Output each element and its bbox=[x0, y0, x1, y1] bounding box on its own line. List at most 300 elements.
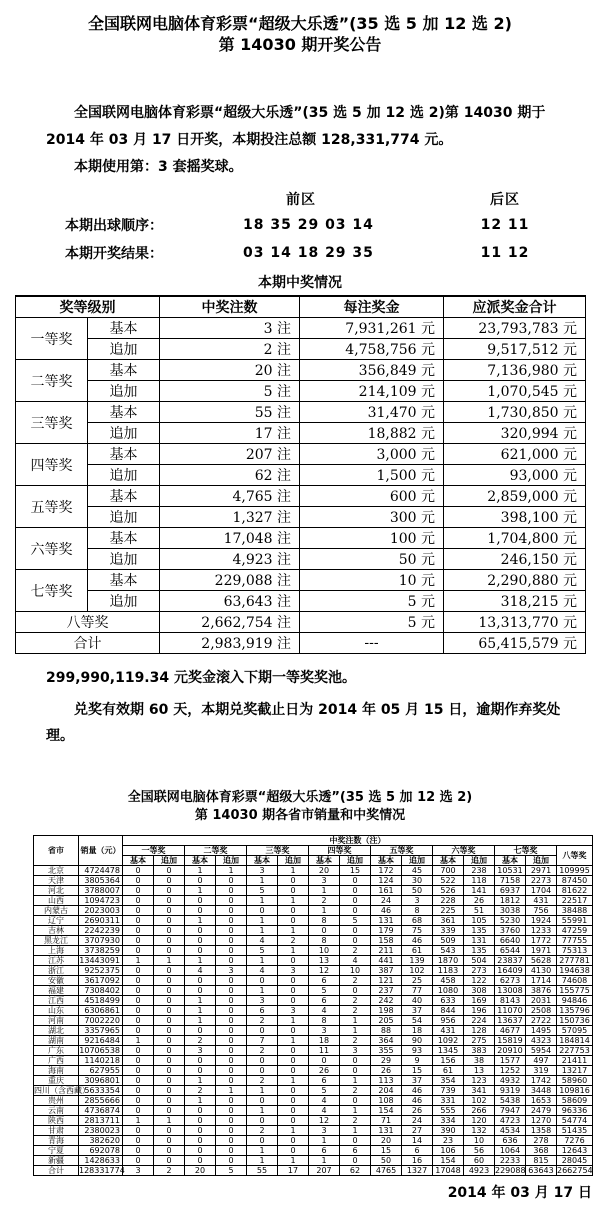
win-count-cell: 0 bbox=[247, 1116, 278, 1126]
win-count-cell: 54774 bbox=[557, 1116, 593, 1126]
province-data-row bbox=[34, 986, 593, 996]
province-name-cell: 上海 bbox=[34, 946, 79, 956]
win-count-cell: 431 bbox=[526, 896, 557, 906]
win-count-cell: 0 bbox=[123, 1026, 154, 1036]
province-name-cell: 四川（含西藏） bbox=[34, 1086, 90, 1095]
win-count-cell: 1 bbox=[247, 916, 278, 926]
win-count-cell: 2971 bbox=[526, 866, 557, 876]
province-data-row bbox=[34, 936, 593, 946]
prize-table-row bbox=[16, 465, 586, 486]
win-count-cell: 25 bbox=[402, 976, 433, 986]
win-count-cell: 0 bbox=[123, 996, 154, 1006]
win-count-cell: 2 bbox=[185, 1086, 216, 1096]
win-count-cell: 1270 bbox=[526, 1116, 557, 1126]
win-count-cell: 0 bbox=[185, 986, 216, 996]
win-count-cell: 1 bbox=[185, 916, 216, 926]
province-name-cell: 合计 bbox=[34, 1166, 79, 1176]
province-name-cell: 北京 bbox=[34, 866, 79, 876]
prize-count-cell: 207 注 bbox=[160, 444, 300, 465]
win-count-cell: 106 bbox=[433, 1146, 464, 1156]
province-section-title-line1: 全国联网电脑体育彩票“超级大乐透”(35 选 5 加 12 选 2) bbox=[127, 790, 473, 805]
win-count-cell: 81622 bbox=[557, 886, 593, 896]
win-count-cell: 6640 bbox=[495, 936, 526, 946]
prize-total-cell: 621,000 元 bbox=[444, 444, 586, 465]
prize-tier-cell: 四等奖 bbox=[16, 444, 88, 486]
eighth-prize-column-header: 八等奖 bbox=[557, 846, 593, 866]
winning-counts-header: 中奖注数（注） bbox=[123, 836, 593, 846]
win-count-cell: 2 bbox=[309, 896, 340, 906]
prize-total-cell: 13,313,770 元 bbox=[444, 612, 586, 633]
province-name-cell: 宁夏 bbox=[34, 1146, 79, 1156]
prize-amount-cell: 7,931,261 元 bbox=[300, 318, 444, 339]
sales-amount-cell: 1094723 bbox=[79, 896, 123, 906]
win-count-cell: 8143 bbox=[495, 996, 526, 1006]
win-count-cell: 0 bbox=[185, 1136, 216, 1146]
sub-column-header: 追加 bbox=[154, 856, 185, 866]
win-count-cell: 118 bbox=[464, 876, 495, 886]
prize-tier-cell: 七等奖 bbox=[16, 570, 88, 612]
win-count-cell: 0 bbox=[216, 1026, 247, 1036]
win-count-cell: 2 bbox=[278, 936, 309, 946]
win-count-cell: 1 bbox=[247, 1156, 278, 1166]
win-count-cell: 1358 bbox=[526, 1126, 557, 1136]
prize-type-cell: 基本 bbox=[88, 360, 160, 381]
win-count-cell: 0 bbox=[154, 1126, 185, 1136]
win-count-cell: 10 bbox=[340, 966, 371, 976]
sales-amount-cell: 3805364 bbox=[79, 876, 123, 886]
province-name-cell: 广东 bbox=[34, 1046, 79, 1056]
prize-total-cell: 1,730,850 元 bbox=[444, 402, 586, 423]
win-count-cell: 15 bbox=[371, 1146, 402, 1156]
province-data-row bbox=[34, 956, 593, 966]
win-count-cell: 237 bbox=[371, 986, 402, 996]
prize-total-cell: 1,070,545 元 bbox=[444, 381, 586, 402]
win-count-cell: 1080 bbox=[433, 986, 464, 996]
win-count-cell: 11070 bbox=[495, 1006, 526, 1016]
win-count-cell: 3760 bbox=[495, 926, 526, 936]
province-name-cell: 山东 bbox=[34, 1006, 79, 1016]
win-count-cell: 4723 bbox=[495, 1116, 526, 1126]
win-count-cell: 1 bbox=[278, 946, 309, 956]
win-count-cell: 0 bbox=[154, 866, 185, 876]
win-count-cell: 139 bbox=[402, 956, 433, 966]
win-count-cell: 1 bbox=[185, 1076, 216, 1086]
win-count-cell: 0 bbox=[216, 986, 247, 996]
win-count-cell: 4677 bbox=[495, 1026, 526, 1036]
win-count-cell: 154 bbox=[433, 1156, 464, 1166]
win-count-cell: 205 bbox=[371, 1016, 402, 1026]
win-count-cell: 6544 bbox=[495, 946, 526, 956]
win-count-cell: 354 bbox=[433, 1076, 464, 1086]
win-count-cell: 26 bbox=[402, 1106, 433, 1116]
win-count-cell: 1092 bbox=[433, 1036, 464, 1046]
win-count-cell: 2 bbox=[340, 996, 371, 1006]
prize-tier-cell: 六等奖 bbox=[16, 528, 88, 570]
prize-amount-cell: --- bbox=[300, 633, 444, 654]
sales-amount-cell: 13443091 bbox=[79, 956, 123, 966]
win-count-cell: 319 bbox=[526, 1066, 557, 1076]
prize-total-cell: 2,290,880 元 bbox=[444, 570, 586, 591]
prize-amount-cell: 18,882 元 bbox=[300, 423, 444, 444]
win-count-cell: 4923 bbox=[464, 1166, 495, 1176]
province-data-row bbox=[34, 1006, 593, 1016]
win-count-cell: 131 bbox=[371, 916, 402, 926]
win-count-cell: 458 bbox=[433, 976, 464, 986]
win-count-cell: 364 bbox=[371, 1036, 402, 1046]
prize-count-cell: 4,765 注 bbox=[160, 486, 300, 507]
province-data-row bbox=[34, 996, 593, 1006]
win-count-cell: 4 bbox=[309, 1106, 340, 1116]
win-count-cell: 0 bbox=[247, 1066, 278, 1076]
sub-column-header: 追加 bbox=[216, 856, 247, 866]
win-count-cell: 0 bbox=[340, 1056, 371, 1066]
prize-total-cell: 7,136,980 元 bbox=[444, 360, 586, 381]
win-count-cell: 14 bbox=[402, 1136, 433, 1146]
win-count-cell: 131 bbox=[371, 1126, 402, 1136]
prize-type-cell: 基本 bbox=[88, 402, 160, 423]
win-count-cell: 331 bbox=[433, 1096, 464, 1106]
win-count-cell: 275 bbox=[464, 1036, 495, 1046]
sales-amount-cell: 2023003 bbox=[79, 906, 123, 916]
win-count-cell: 1 bbox=[340, 1016, 371, 1026]
prize-amount-cell: 5 元 bbox=[300, 591, 444, 612]
win-count-cell: 37 bbox=[402, 1006, 433, 1016]
win-count-cell: 50 bbox=[371, 1156, 402, 1166]
win-count-cell: 0 bbox=[154, 1086, 185, 1096]
province-name-cell: 青海 bbox=[34, 1136, 79, 1146]
win-count-cell: 51 bbox=[464, 906, 495, 916]
win-count-cell: 1 bbox=[309, 1156, 340, 1166]
sales-column-header: 销量（元） bbox=[79, 836, 123, 866]
win-count-cell: 390 bbox=[433, 1126, 464, 1136]
province-name-cell: 浙江 bbox=[34, 966, 79, 976]
win-count-cell: 45 bbox=[402, 866, 433, 876]
win-count-cell: 1 bbox=[185, 866, 216, 876]
province-data-row bbox=[34, 886, 593, 896]
province-name-cell: 湖南 bbox=[34, 1036, 79, 1046]
prize-type-cell: 基本 bbox=[88, 486, 160, 507]
prize-type-cell: 基本 bbox=[88, 570, 160, 591]
win-count-cell: 161 bbox=[371, 886, 402, 896]
province-data-row bbox=[34, 1036, 593, 1046]
win-count-cell: 23 bbox=[433, 1136, 464, 1146]
win-count-cell: 1 bbox=[216, 1086, 247, 1096]
prize-table-body bbox=[16, 318, 586, 654]
win-count-cell: 3 bbox=[278, 966, 309, 976]
win-count-cell: 0 bbox=[123, 986, 154, 996]
win-count-cell: 387 bbox=[371, 966, 402, 976]
win-count-cell: 1971 bbox=[526, 946, 557, 956]
win-count-cell: 122 bbox=[464, 976, 495, 986]
sales-amount-cell: 5633354 bbox=[79, 1086, 123, 1096]
win-count-cell: 2273 bbox=[526, 876, 557, 886]
win-count-cell: 0 bbox=[123, 1056, 154, 1066]
province-name-cell: 新疆 bbox=[34, 1156, 79, 1166]
win-count-cell: 196 bbox=[464, 1006, 495, 1016]
win-count-cell: 3 bbox=[247, 866, 278, 876]
prize-table bbox=[15, 295, 586, 654]
win-count-cell: 0 bbox=[154, 1036, 185, 1046]
win-count-cell: 26 bbox=[464, 896, 495, 906]
win-count-cell: 0 bbox=[216, 926, 247, 936]
win-count-cell: 0 bbox=[216, 896, 247, 906]
win-count-cell: 15 bbox=[340, 866, 371, 876]
win-count-cell: 109816 bbox=[557, 1086, 593, 1096]
win-count-cell: 0 bbox=[278, 986, 309, 996]
win-count-cell: 3038 bbox=[495, 906, 526, 916]
win-count-cell: 0 bbox=[185, 1146, 216, 1156]
win-count-cell: 3 bbox=[309, 876, 340, 886]
province-name-cell: 陕西 bbox=[34, 1116, 79, 1126]
tier-column-header: 二等奖 bbox=[185, 846, 247, 856]
win-count-cell: 172 bbox=[371, 866, 402, 876]
province-data-row bbox=[34, 896, 593, 906]
win-count-cell: 0 bbox=[278, 976, 309, 986]
win-count-cell: 0 bbox=[340, 1156, 371, 1166]
win-count-cell: 46 bbox=[402, 1096, 433, 1106]
win-count-cell: 51435 bbox=[557, 1126, 593, 1136]
win-count-cell: 90 bbox=[402, 1036, 433, 1046]
prize-table-row bbox=[16, 486, 586, 507]
win-count-cell: 0 bbox=[185, 1066, 216, 1076]
win-count-cell: 71 bbox=[371, 1116, 402, 1126]
win-count-cell: 1714 bbox=[526, 976, 557, 986]
win-count-cell: 3 bbox=[402, 896, 433, 906]
win-count-cell: 0 bbox=[340, 1136, 371, 1146]
win-count-cell: 0 bbox=[123, 1066, 154, 1076]
win-count-cell: 0 bbox=[278, 916, 309, 926]
prize-total-cell: 318,215 元 bbox=[444, 591, 586, 612]
draw-result-label: 本期开奖结果： bbox=[65, 246, 163, 262]
province-data-row bbox=[34, 1146, 593, 1156]
prize-table-row bbox=[16, 570, 586, 591]
win-count-cell: 0 bbox=[247, 1056, 278, 1066]
win-count-cell: 62 bbox=[340, 1166, 371, 1176]
province-table bbox=[33, 835, 593, 1176]
win-count-cell: 60 bbox=[464, 1156, 495, 1166]
win-count-cell: 6 bbox=[247, 1006, 278, 1016]
win-count-cell: 334 bbox=[433, 1116, 464, 1126]
win-count-cell: 0 bbox=[216, 1066, 247, 1076]
win-count-cell: 26 bbox=[371, 1066, 402, 1076]
win-count-cell: 0 bbox=[123, 966, 154, 976]
win-count-cell: 40 bbox=[402, 996, 433, 1006]
province-data-row bbox=[34, 1026, 593, 1036]
win-count-cell: 4 bbox=[185, 966, 216, 976]
win-count-cell: 225 bbox=[433, 906, 464, 916]
win-count-cell: 0 bbox=[185, 876, 216, 886]
win-count-cell: 242 bbox=[371, 996, 402, 1006]
win-count-cell: 4130 bbox=[526, 966, 557, 976]
prize-count-cell: 2 注 bbox=[160, 339, 300, 360]
win-count-cell: 3 bbox=[309, 1126, 340, 1136]
win-count-cell: 131 bbox=[464, 936, 495, 946]
prize-amount-cell: 1,500 元 bbox=[300, 465, 444, 486]
win-count-cell: 12643 bbox=[557, 1146, 593, 1156]
sales-amount-cell: 6306861 bbox=[79, 1006, 123, 1016]
win-count-cell: 23837 bbox=[495, 956, 526, 966]
win-count-cell: 0 bbox=[123, 1006, 154, 1016]
win-count-cell: 739 bbox=[433, 1086, 464, 1096]
win-count-cell: 0 bbox=[154, 886, 185, 896]
prize-amount-cell: 100 元 bbox=[300, 528, 444, 549]
win-count-cell: 120 bbox=[464, 1116, 495, 1126]
draw-order-front-numbers: 18 35 29 03 14 bbox=[243, 217, 374, 233]
win-count-cell: 135796 bbox=[557, 1006, 593, 1016]
prize-amount-cell: 3,000 元 bbox=[300, 444, 444, 465]
province-data-row bbox=[34, 976, 593, 986]
win-count-cell: 11 bbox=[309, 1046, 340, 1056]
province-name-cell: 重庆 bbox=[34, 1076, 79, 1086]
win-count-cell: 5 bbox=[309, 986, 340, 996]
win-count-cell: 1 bbox=[340, 1126, 371, 1136]
win-count-cell: 1252 bbox=[495, 1066, 526, 1076]
win-count-cell: 55991 bbox=[557, 916, 593, 926]
win-count-cell: 6 bbox=[402, 1146, 433, 1156]
sub-column-header: 基本 bbox=[495, 856, 526, 866]
win-count-cell: 88 bbox=[371, 1026, 402, 1036]
win-count-cell: 150736 bbox=[557, 1016, 593, 1026]
win-count-cell: 1653 bbox=[526, 1096, 557, 1106]
win-count-cell: 1 bbox=[185, 956, 216, 966]
win-count-cell: 20 bbox=[185, 1166, 216, 1176]
win-count-cell: 0 bbox=[247, 1026, 278, 1036]
win-count-cell: 96336 bbox=[557, 1106, 593, 1116]
province-data-row bbox=[34, 906, 593, 916]
win-count-cell: 355 bbox=[371, 1046, 402, 1056]
win-count-cell: 339 bbox=[433, 926, 464, 936]
win-count-cell: 0 bbox=[185, 1026, 216, 1036]
win-count-cell: 4 bbox=[340, 956, 371, 966]
win-count-cell: 0 bbox=[216, 1156, 247, 1166]
win-count-cell: 2 bbox=[154, 1166, 185, 1176]
front-zone-label: 前区 bbox=[286, 192, 316, 208]
win-count-cell: 2 bbox=[340, 1006, 371, 1016]
win-count-cell: 0 bbox=[247, 1096, 278, 1106]
win-count-cell: 0 bbox=[278, 1106, 309, 1116]
win-count-cell: 204 bbox=[371, 1086, 402, 1096]
win-count-cell: 155775 bbox=[557, 986, 593, 996]
win-count-cell: 1 bbox=[278, 1076, 309, 1086]
sales-amount-cell: 3617092 bbox=[79, 976, 123, 986]
win-count-cell: 361 bbox=[433, 916, 464, 926]
win-count-cell: 1 bbox=[278, 926, 309, 936]
win-count-cell: 0 bbox=[154, 1136, 185, 1146]
win-count-cell: 504 bbox=[464, 956, 495, 966]
win-count-cell: 7276 bbox=[557, 1136, 593, 1146]
win-count-cell: 0 bbox=[216, 1076, 247, 1086]
win-count-cell: 0 bbox=[185, 1106, 216, 1116]
win-count-cell: 0 bbox=[278, 1046, 309, 1056]
sub-column-header: 基本 bbox=[247, 856, 278, 866]
prize-count-cell: 63,643 注 bbox=[160, 591, 300, 612]
win-count-cell: 2722 bbox=[526, 1016, 557, 1026]
win-count-cell: 24 bbox=[402, 1116, 433, 1126]
win-count-cell: 497 bbox=[526, 1056, 557, 1066]
win-count-cell: 1345 bbox=[433, 1046, 464, 1056]
province-data-row bbox=[34, 1046, 593, 1056]
province-name-cell: 吉林 bbox=[34, 926, 79, 936]
win-count-cell: 56 bbox=[464, 1146, 495, 1156]
win-count-cell: 1 bbox=[278, 1016, 309, 1026]
win-count-cell: 16409 bbox=[495, 966, 526, 976]
sales-amount-cell: 10706538 bbox=[79, 1046, 123, 1056]
win-count-cell: 61 bbox=[433, 1066, 464, 1076]
province-data-row bbox=[34, 1116, 593, 1126]
prize-tier-cell: 二等奖 bbox=[16, 360, 88, 402]
prize-amount-cell: 31,470 元 bbox=[300, 402, 444, 423]
win-count-cell: 1870 bbox=[433, 956, 464, 966]
prize-table-summary-row bbox=[16, 612, 586, 633]
prize-count-cell: 17,048 注 bbox=[160, 528, 300, 549]
win-count-cell: 4534 bbox=[495, 1126, 526, 1136]
win-count-cell: 21411 bbox=[557, 1056, 593, 1066]
prize-tier-cell: 一等奖 bbox=[16, 318, 88, 360]
province-name-cell: 天津 bbox=[34, 876, 79, 886]
prize-count-cell: 2,662,754 注 bbox=[160, 612, 300, 633]
win-count-cell: 1 bbox=[309, 886, 340, 896]
prize-table-row bbox=[16, 444, 586, 465]
win-count-cell: 0 bbox=[278, 1026, 309, 1036]
win-count-cell: 0 bbox=[123, 1076, 154, 1086]
prize-count-cell: 20 注 bbox=[160, 360, 300, 381]
prize-total-cell: 1,704,800 元 bbox=[444, 528, 586, 549]
win-count-cell: 61 bbox=[402, 946, 433, 956]
win-count-cell: 277781 bbox=[557, 956, 593, 966]
win-count-cell: 700 bbox=[433, 866, 464, 876]
sales-amount-cell: 9252375 bbox=[79, 966, 123, 976]
win-count-cell: 0 bbox=[154, 1006, 185, 1016]
win-count-cell: 4932 bbox=[495, 1076, 526, 1086]
win-count-cell: 0 bbox=[154, 1146, 185, 1156]
win-count-cell: 1 bbox=[278, 866, 309, 876]
sub-column-header: 基本 bbox=[123, 856, 154, 866]
prize-amount-cell: 356,849 元 bbox=[300, 360, 444, 381]
win-count-cell: 1 bbox=[247, 956, 278, 966]
win-count-cell: 135 bbox=[464, 946, 495, 956]
prize-table-row bbox=[16, 381, 586, 402]
win-count-cell: 0 bbox=[185, 1126, 216, 1136]
win-count-cell: 0 bbox=[154, 1016, 185, 1026]
win-count-cell: 1 bbox=[185, 1006, 216, 1016]
win-count-cell: 1 bbox=[247, 896, 278, 906]
win-count-cell: 55 bbox=[247, 1166, 278, 1176]
win-count-cell: 1 bbox=[309, 906, 340, 916]
win-count-cell: 1 bbox=[247, 1086, 278, 1096]
prize-count-cell: 4,923 注 bbox=[160, 549, 300, 570]
sub-column-header: 追加 bbox=[464, 856, 495, 866]
win-count-cell: 1 bbox=[185, 1016, 216, 1026]
win-count-cell: 6 bbox=[309, 1146, 340, 1156]
win-count-cell: 368 bbox=[526, 1146, 557, 1156]
win-count-cell: 77 bbox=[402, 986, 433, 996]
win-count-cell: 0 bbox=[278, 1056, 309, 1066]
prize-amount-cell: 300 元 bbox=[300, 507, 444, 528]
province-name-cell: 海南 bbox=[34, 1066, 79, 1076]
province-column-header: 省市 bbox=[34, 836, 79, 866]
win-count-cell: 30 bbox=[402, 876, 433, 886]
page-title-line1: 全国联网电脑体育彩票“超级大乐透”(35 选 5 加 12 选 2) bbox=[88, 14, 512, 33]
win-count-cell: 1 bbox=[185, 1096, 216, 1106]
win-count-cell: 1495 bbox=[526, 1026, 557, 1036]
win-count-cell: 6 bbox=[309, 976, 340, 986]
win-count-cell: 38 bbox=[464, 1056, 495, 1066]
win-count-cell: 0 bbox=[154, 1026, 185, 1036]
province-name-cell: 福建 bbox=[34, 986, 79, 996]
sales-amount-cell: 2855666 bbox=[79, 1096, 123, 1106]
win-count-cell: 3 bbox=[247, 996, 278, 1006]
win-count-cell: 6 bbox=[340, 1146, 371, 1156]
